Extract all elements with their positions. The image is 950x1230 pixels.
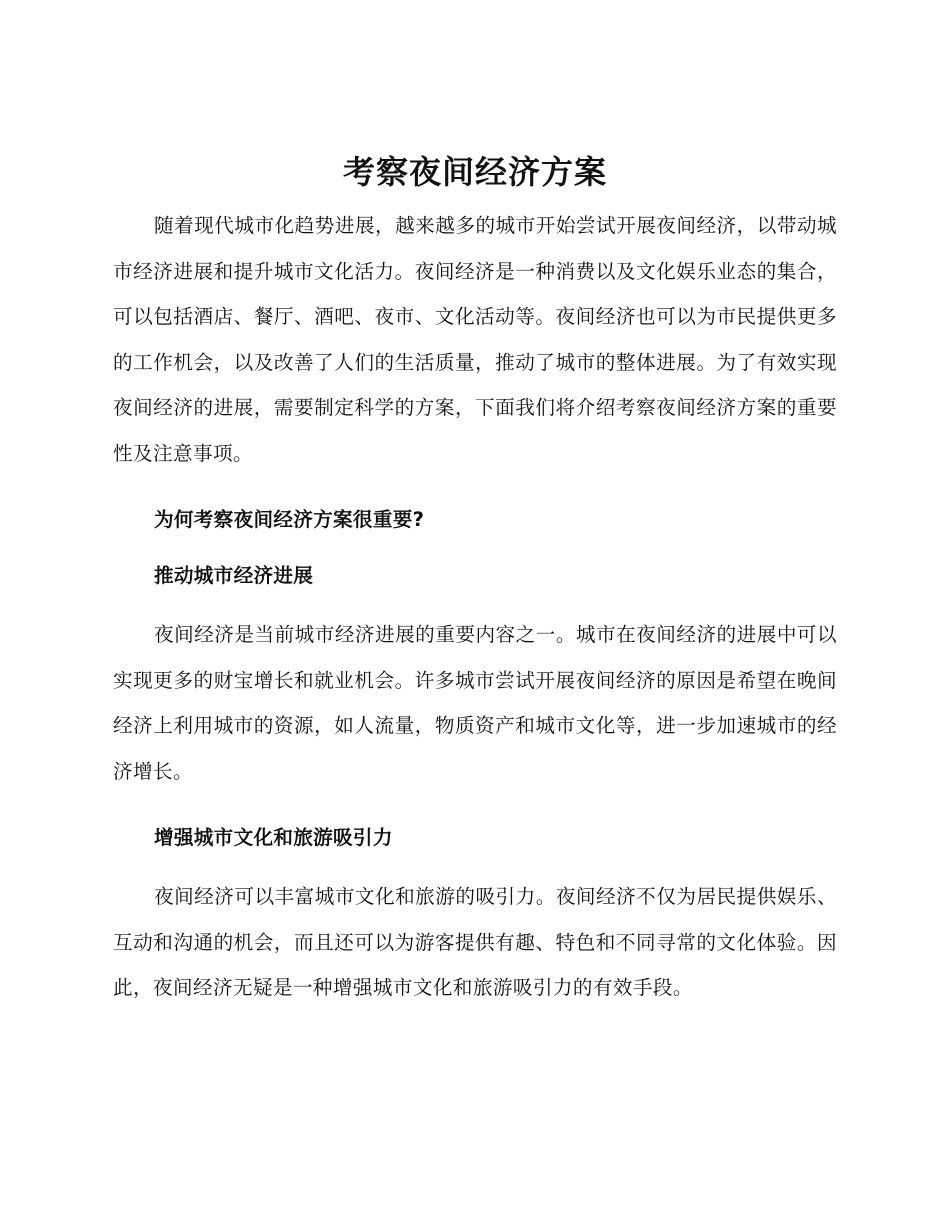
document-body [113,203,837,1011]
intro-paragraph: 随着现代城市化趋势进展，越来越多的城市开始尝试开展夜间经济，以带动城市经济进展和提升城市文化活力。夜间经济是一种消费以及文化娱乐业态的集合，可以包括酒店、餐厅、酒吧、夜市、文化活动等。夜间经济也可以为市民提供更多的工作机会，以及改善了人们的生活质量，推动了城市的整体进展。为了有效实现夜间经济的进展，需要制定科学的方案，下面我们将介绍考察夜间经济方案的重要性及注意事项。 [113,214,837,465]
subsection-heading-culture-tourism: 增强城市文化和旅游吸引力 [154,826,393,849]
subsection-heading-economy: 推动城市经济进展 [154,564,314,587]
document-title: 考察夜间经济方案 [342,153,607,191]
section-heading-why-important: 为何考察夜间经济方案很重要? [154,508,425,531]
subsection-paragraph-culture-tourism: 夜间经济可以丰富城市文化和旅游的吸引力。夜间经济不仅为居民提供娱乐、互动和沟通的机会，而且还可以为游客提供有趣、特色和不同寻常的文化体验。因此，夜间经济无疑是一种增强城市文化和旅游吸引力的有效手段。 [113,885,837,999]
subsection-paragraph-economy: 夜间经济是当前城市经济进展的重要内容之一。城市在夜间经济的进展中可以实现更多的财宝增长和就业机会。许多城市尝试开展夜间经济的原因是希望在晚间经济上利用城市的资源，如人流量，物质资产和城市文化等，进一步加速城市的经济增长。 [113,623,837,783]
